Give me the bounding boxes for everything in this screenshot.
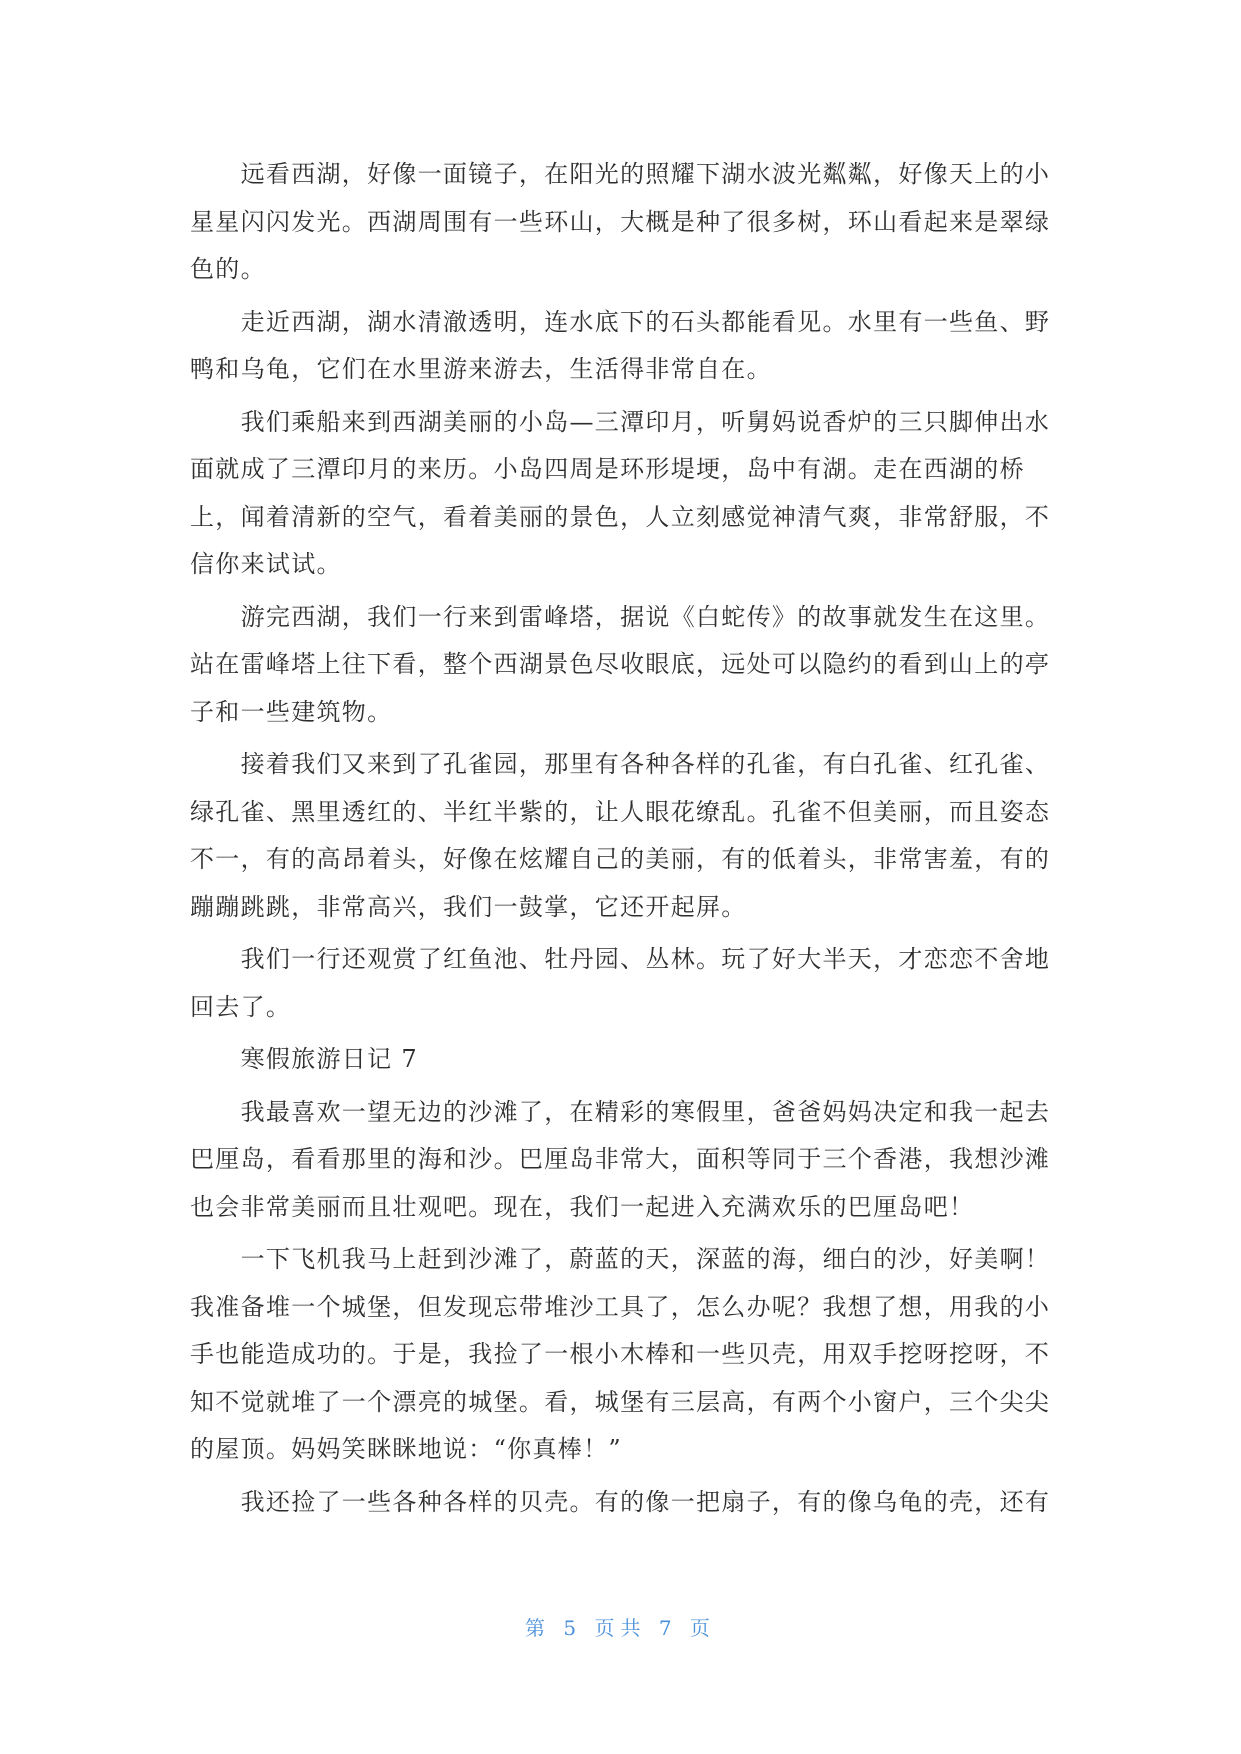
text-line: 知不觉就堆了一个漂亮的城堡。看，城堡有三层高，有两个小窗户，三个尖尖 [190, 1387, 1051, 1416]
text-line: 不一，有的高昂着头，好像在炫耀自己的美丽，有的低着头，非常害羞，有的 [190, 845, 1051, 873]
text-line: 我还捡了一些各种各样的贝壳。有的像一把扇子，有的像乌龟的壳，还有 [240, 1487, 1051, 1516]
document-body [190, 151, 1060, 1531]
text-line: 站在雷峰塔上往下看，整个西湖景色尽收眼底，远处可以隐约的看到山上的亭 [190, 650, 1051, 678]
text-line: 手也能造成功的。于是，我捡了一根小木棒和一些贝壳，用双手挖呀挖呀，不 [190, 1340, 1051, 1368]
paragraph [190, 1479, 1060, 1527]
text-line: 面就成了三潭印月的来历。小岛四周是环形堤埂，岛中有湖。走在西湖的桥 [190, 455, 1025, 483]
paragraph [190, 299, 1060, 394]
text-line: 也会非常美丽而且壮观吧。现在，我们一起进入充满欢乐的巴厘岛吧！ [190, 1192, 975, 1221]
paragraph [190, 399, 1060, 589]
text-line: 星星闪闪发光。西湖周围有一些环山，大概是种了很多树，环山看起来是翠绿 [190, 207, 1051, 236]
paragraph [190, 936, 1060, 1031]
section-heading [190, 1036, 1060, 1084]
paragraph [190, 151, 1060, 294]
text-line: 我最喜欢一望无边的沙滩了，在精彩的寒假里，爸爸妈妈决定和我一起去 [240, 1097, 1051, 1126]
text-line: 一下飞机我马上赶到沙滩了，蔚蓝的天，深蓝的海，细白的沙，好美啊！ [240, 1245, 1051, 1273]
text-line: 走近西湖，湖水清澈透明，连水底下的石头都能看见。水里有一些鱼、野 [240, 307, 1051, 336]
text-line: 蹦蹦跳跳，非常高兴，我们一鼓掌，它还开起屏。 [190, 892, 747, 921]
text-line: 的屋顶。妈妈笑眯眯地说：“你真棒！” [190, 1435, 622, 1463]
text-line: 游完西湖，我们一行来到雷峰塔，据说《白蛇传》的故事就发生在这里。 [240, 602, 1051, 631]
text-line: 我们乘船来到西湖美丽的小岛—三潭印月，听舅妈说香炉的三只脚伸出水 [240, 407, 1051, 436]
article-section [190, 151, 1060, 1031]
text-line: 回去了。 [190, 992, 292, 1021]
text-line: 远看西湖，好像一面镜子，在阳光的照耀下湖水波光粼粼，好像天上的小 [240, 160, 1051, 188]
paragraph [190, 1236, 1060, 1474]
text-line: 鸭和乌龟，它们在水里游来游去，生活得非常自在。 [190, 355, 772, 383]
text-line: 信你来试试。 [190, 550, 342, 578]
paragraph [190, 741, 1060, 931]
text-line: 接着我们又来到了孔雀园，那里有各种各样的孔雀，有白孔雀、红孔雀、 [240, 750, 1051, 778]
text-line: 巴厘岛，看看那里的海和沙。巴厘岛非常大，面积等同于三个香港，我想沙滩 [190, 1145, 1051, 1173]
page-indicator: 第 5 页共 7 页 [525, 1616, 716, 1640]
section-title: 寒假旅游日记 7 [240, 1045, 418, 1073]
text-line: 我们一行还观赏了红鱼池、牡丹园、丛林。玩了好大半天，才恋恋不舍地 [240, 945, 1051, 973]
text-line: 上，闻着清新的空气，看着美丽的景色，人立刻感觉神清气爽，非常舒服，不 [190, 502, 1051, 531]
text-line: 绿孔雀、黑里透红的、半红半紫的，让人眼花缭乱。孔雀不但美丽，而且姿态 [190, 797, 1051, 826]
text-line: 子和一些建筑物。 [190, 697, 393, 726]
text-line: 色的。 [190, 255, 266, 283]
text-line: 我准备堆一个城堡，但发现忘带堆沙工具了，怎么办呢？我想了想，用我的小 [190, 1292, 1051, 1321]
paragraph [190, 1089, 1060, 1232]
paragraph [190, 594, 1060, 737]
article-section [190, 1036, 1060, 1526]
